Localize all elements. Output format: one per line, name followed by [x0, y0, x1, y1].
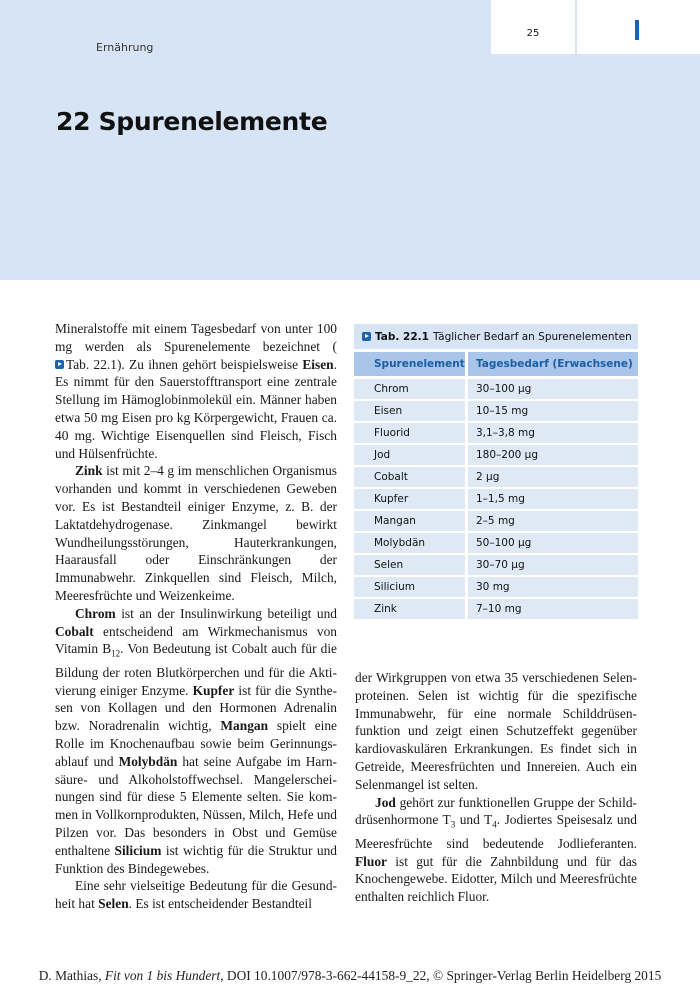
page-marker-box [577, 0, 700, 54]
table-row [354, 533, 638, 555]
paragraph-eisen: Mineralstoffe mit einem Tagesbedarf von unter 100 mg werden als Spurenelemente bezeichnet (Tab. 22.1). Zu ihnen gehört beispielsweise Eisen. Es nimmt für den Sauerstofftransport eine zentrale Stellung im Hämoglobinmolekül ein. Männer haben etwa 50 mg Eisen pro kg Körpergewicht, Frauen ca. 40 mg. Wichtige Eisenquellen sind Fleisch, Fisch und Hülsenfrüchte. [55, 321, 337, 461]
table-caption-text: Täglicher Bedarf an Spurenelementen [432, 330, 632, 343]
table-cell-bedarf: 3,1–3,8 mg [476, 427, 535, 439]
table-cell-element: Selen [354, 555, 468, 575]
table-spurenelemente [354, 324, 638, 621]
table-row [354, 423, 638, 445]
paragraph-chrom: Chrom ist an der Insulinwirkung beteiligt und Cobalt entscheidend am Wirkmechanismus von Vitamin $B_{12}$. Von Bedeutung ist Cobalt auch für die Bildung der roten Blutkörperchen und für die Aktivierung einiger Enzyme. Kupfer ist für die Synthesen von Kollagen und den Hormonen Adrenalin bzw. Noradrenalin wichtig, Mangan spielt eine Rolle im Knochenaufbau sowie beim Gerinnungsablauf und Molybdän hat seine Aufgabe im Harnsäure- und Alkoholstoffwechsel. Mangelerscheinungen sind für diese 5 Elemente selten. Sie kommen in Vollkornprodukten, Nüssen, Milch, Hefe und Pilzen vor. Das besonders in Obst und Gemüse enthaltene Silicium ist wichtig für die Struktur und Funktion des Bindegewebes. [55, 605, 338, 876]
paragraph-selen: Eine sehr vielseitige Bedeutung für die Gesundheit hat Selen. Es ist entscheidender Bestandteil [55, 878, 337, 912]
citation-footer: D. Mathias, Fit von 1 bis Hundert, DOI 10.1007/978-3-662-44158-9_22, © Springer-Verlag Berlin Heidelberg 2015 [38, 968, 662, 983]
paragraph-zink: Zink ist mit 2–4 g im menschlichen Organismus vorhanden und kommt in verschiedenen Geweben vor. Es ist Bestandteil einiger Enzyme, z. B. der Laktatdehydrogenase. Zinkmangel bewirkt Wundheilungsstörungen, Hauterkrankungen, Haarausfall oder Einschränkungen der Immunabwehr. Zinkquellen sind Fleisch, Milch, Meeresfrüchte und Weizenkeime. [55, 463, 337, 603]
table-cell-element: Jod [354, 445, 468, 465]
table-caption-label: Tab. 22.1 [375, 330, 429, 343]
page-number: 25 [526, 28, 540, 39]
table-cell-bedarf: 180–200 µg [476, 449, 539, 461]
page-marker-bar [635, 20, 639, 40]
table-cell-element: Silicium [354, 577, 468, 597]
table-cell-bedarf: 30–70 µg [476, 559, 525, 571]
table-cell-bedarf: 10–15 mg [476, 405, 529, 417]
paragraph-jod: Jod gehört zur funktionellen Gruppe der Schilddrüsenhormone $T_3$ und $T_4$. Jodiertes Speisesalz und Meeresfrüchte sind bedeutende Jodlieferanten. Fluor ist gut für die Zahnbildung und für das Knochengewebe. Eidotter, Milch und Meeresfrüchte enthalten reichlich Fluor. [355, 794, 638, 905]
chapter-title: 22 Spurenelemente [56, 107, 328, 136]
section-label: Ernährung [96, 41, 154, 54]
table-cell-bedarf: 30–100 µg [476, 383, 532, 395]
table-cell-bedarf: 30 mg [476, 581, 510, 593]
table-cell-element: Eisen [354, 401, 468, 421]
right-column [355, 669, 637, 906]
table-row [354, 511, 638, 533]
table-cell-bedarf: 2 µg [476, 471, 500, 483]
table-header-element: Spurenelement [354, 352, 468, 376]
table-row [354, 555, 638, 577]
table-cell-element: Zink [354, 599, 468, 619]
table-row [354, 467, 638, 489]
table-cell-bedarf: 7–10 mg [476, 603, 522, 615]
table-cell-bedarf: 2–5 mg [476, 515, 515, 527]
table-cell-element: Molybdän [354, 533, 468, 553]
table-cell-element: Cobalt [354, 467, 468, 487]
table-row [354, 489, 638, 511]
paragraph-selen-cont: der Wirkgruppen von etwa 35 verschiedenen Selenproteinen. Selen ist wichtig für die spezifische Immunabwehr, für eine normale Schilddrüsenfunktion und zeigt einen Schutzeffekt gegenüber kardiovaskulären Erkrankungen. Es findet sich in Getreide, Meeresfrüchten und Innereien. Auch ein Selenmangel ist selten. [355, 670, 637, 792]
table-cell-element: Chrom [354, 379, 468, 399]
page-number-box [491, 0, 575, 54]
table-row [354, 599, 638, 621]
left-column [55, 320, 337, 913]
table-row [354, 577, 638, 599]
table-cell-element: Mangan [354, 511, 468, 531]
table-cell-element: Kupfer [354, 489, 468, 509]
table-header-row [354, 352, 638, 379]
table-cell-bedarf: 1–1,5 mg [476, 493, 525, 505]
tab-ref-icon [55, 360, 64, 369]
table-row [354, 401, 638, 423]
table-row [354, 379, 638, 401]
table-header-bedarf: Tagesbedarf (Erwachsene) [476, 358, 633, 370]
tab-ref-icon [362, 332, 371, 341]
table-reference-link[interactable]: Tab. 22.1 [55, 357, 117, 372]
table-caption [354, 324, 638, 352]
table-cell-bedarf: 50–100 µg [476, 537, 532, 549]
table-cell-element: Fluorid [354, 423, 468, 443]
table-row [354, 445, 638, 467]
table-body [354, 379, 638, 621]
